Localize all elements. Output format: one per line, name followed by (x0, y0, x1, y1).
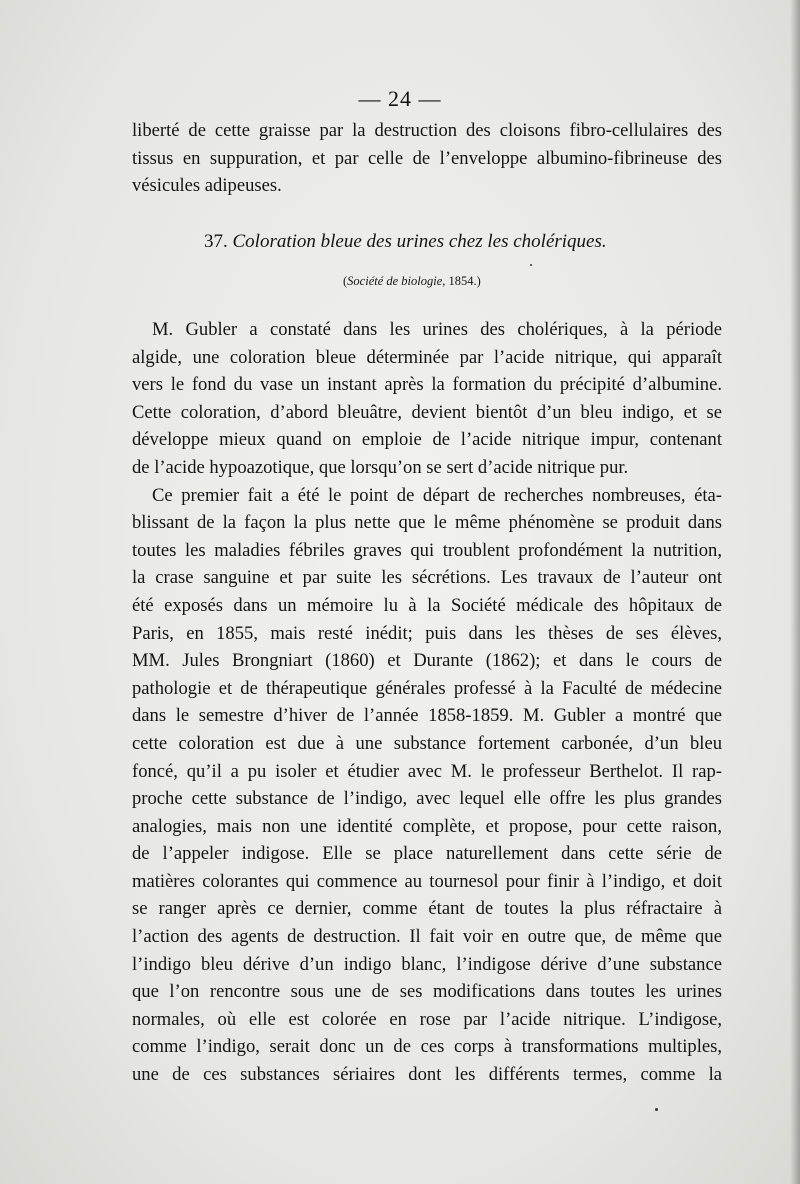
paragraph-first-line: Ce premier fait a été le point de départ de recherches nombreuses, éta- (152, 484, 722, 506)
text-line: vésicules adipeuses. (132, 175, 282, 197)
source-journal: Société de biologie (347, 274, 443, 288)
text-line: normales, où elle est colorée en rose par l’acide nitrique. L’indigose, (132, 1008, 722, 1030)
page-number: — 24 — (358, 86, 442, 111)
section-number: 37. (204, 231, 228, 252)
text-line: proche cette substance de l’indigo, avec lequel elle offre les plus grandes (132, 788, 722, 810)
text-line: toutes les maladies fébriles graves qui troublent profondément la nutrition, (132, 539, 722, 561)
text-line: se ranger après ce dernier, comme étant de toutes la plus réfractaire à (132, 898, 722, 920)
section-source (343, 274, 481, 289)
text-line: que l’on rencontre sous une de ses modifications dans toutes les urines (132, 981, 722, 1003)
text-line: analogies, mais non une identité complète, et propose, pour cette raison, (132, 815, 722, 837)
text-line: blissant de la façon la plus nette que le même phénomène se produit dans (132, 512, 722, 534)
text-line: de l’appeler indigose. Elle se place naturellement dans cette série de (132, 843, 722, 865)
text-line: pathologie et de thérapeutique générales professé à la Faculté de médecine (132, 677, 722, 699)
text-line: comme l’indigo, serait donc un de ces corps à transformations multiples, (132, 1036, 722, 1058)
text-line: matières colorantes qui commence au tournesol pour finir à l’indigo, et doit (132, 870, 722, 892)
text-line: MM. Jules Brongniart (1860) et Durante (1862); et dans le cours de (132, 650, 722, 672)
text-line: une de ces substances sériaires dont les différents termes, comme la (132, 1064, 722, 1086)
source-open: ( (343, 274, 348, 288)
text-line: Cette coloration, d’abord bleuâtre, devient bientôt d’un bleu indigo, et se (132, 401, 722, 423)
body-text (132, 316, 722, 1089)
text-line: foncé, qu’il a pu isoler et étudier avec M. le professeur Berthelot. Il rap- (132, 760, 722, 782)
text-line: de l’acide hypoazotique, que lorsqu’on se sert d’acide nitrique pur. (132, 456, 629, 478)
text-line: vers le fond du vase un instant après la formation du précipité d’albumine. (132, 374, 722, 396)
text-line: cette coloration est due à une substance fortement carbonée, d’un bleu (132, 732, 722, 754)
page-edge-shadow (790, 0, 800, 1184)
text-line: dans le semestre d’hiver de l’année 1858-1859. M. Gubler a montré que (132, 705, 722, 727)
section-heading (204, 231, 607, 253)
text-line: Paris, en 1855, mais resté inédit; puis dans les thèses de ses élèves, (132, 622, 722, 644)
section-title: Coloration bleue des urines chez les cholériques. (232, 231, 607, 252)
text-line: développe mieux quand on emploie de l’acide nitrique impur, contenant (132, 429, 722, 451)
text-line: l’indigo bleu dérive d’un indigo blanc, l’indigose dérive d’une substance (132, 953, 722, 975)
paper-speck (655, 1108, 658, 1111)
paper-speck (530, 264, 532, 266)
paragraph-first-line: M. Gubler a constaté dans les urines des cholériques, à la période (152, 319, 722, 340)
text-line: été exposés dans un mémoire lu à la Société médicale des hôpitaux de (132, 594, 722, 616)
text-line: l’action des agents de destruction. Il fait voir en outre que, de même que (132, 926, 722, 948)
continuation-paragraph (132, 117, 722, 200)
text-line: la crase sanguine et par suite les sécrétions. Les travaux de l’auteur ont (132, 567, 722, 589)
text-line: tissus en suppuration, et par celle de l’enveloppe albumino-fibrineuse des (132, 147, 722, 169)
source-year: , 1854.) (442, 274, 481, 288)
text-line: algide, une coloration bleue déterminée par l’acide nitrique, qui apparaît (132, 346, 722, 368)
text-line: liberté de cette graisse par la destruction des cloisons fibro-cellulaires des (132, 120, 722, 141)
